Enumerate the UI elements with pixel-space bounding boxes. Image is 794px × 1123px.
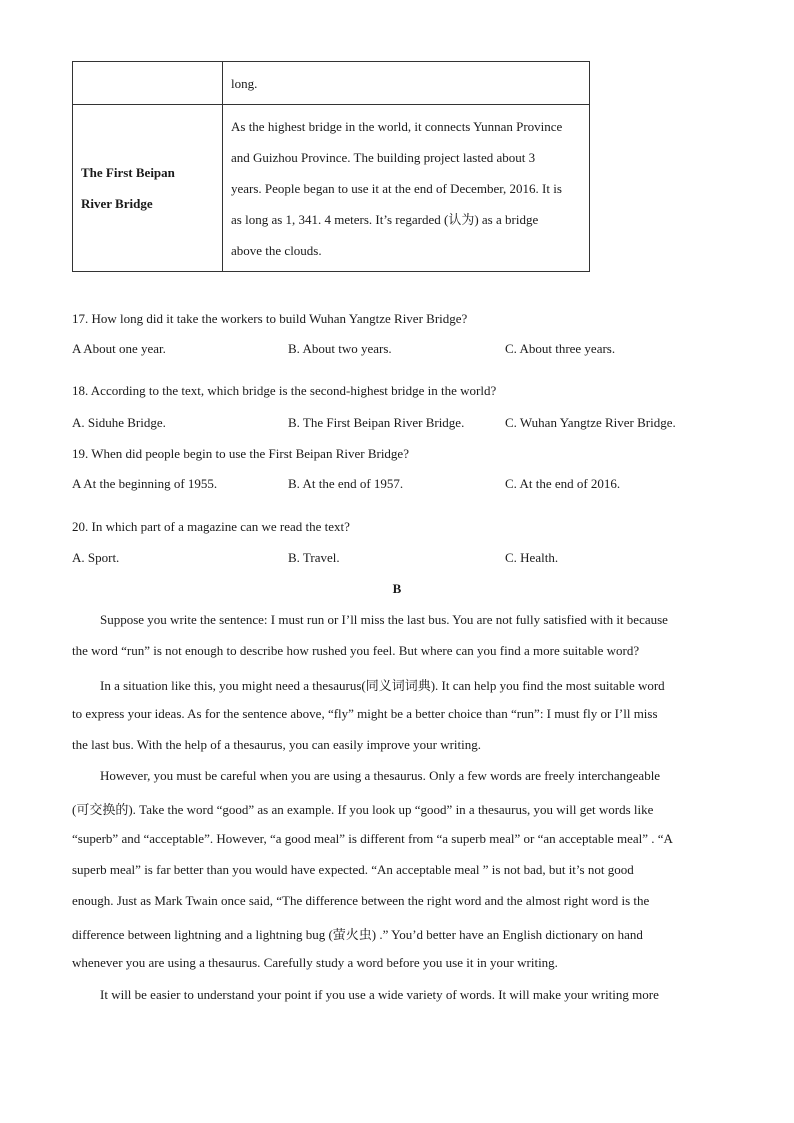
- passage-line: superb meal” is far better than you would have expected. “An acceptable meal ” is not bad, but it’s not good: [72, 862, 634, 877]
- bridge-name-cell: [73, 105, 223, 272]
- question-18: 18. According to the text, which bridge is the second-highest bridge in the world?: [72, 383, 497, 398]
- passage-line: the word “run” is not enough to describe how rushed you feel. But where can you find a more suitable word?: [72, 643, 640, 658]
- option-b: B. Travel.: [288, 550, 340, 565]
- passage-line: However, you must be careful when you are using a thesaurus. Only a few words are freely interchangeable: [100, 768, 661, 783]
- option-b: B. About two years.: [288, 341, 392, 356]
- table-row: [73, 62, 590, 105]
- bridge-name-line: River Bridge: [81, 196, 153, 211]
- description-line: years. People began to use it at the end of December, 2016. It is: [231, 180, 562, 196]
- bridge-name-line: The First Beipan: [81, 165, 175, 180]
- bridge-info-table: [72, 61, 590, 272]
- question-20: 20. In which part of a magazine can we read the text?: [72, 519, 350, 534]
- option-c: C. Wuhan Yangtze River Bridge.: [505, 415, 676, 430]
- passage-line: to express your ideas. As for the sentence above, “fly” might be a better choice than “run”: I must fly or I’ll miss: [72, 706, 658, 721]
- description-line: As the highest bridge in the world, it connects Yunnan Province: [231, 118, 563, 134]
- passage-line: It will be easier to understand your point if you use a wide variety of words. It will make your writing more: [100, 987, 659, 1002]
- question-17: 17. How long did it take the workers to build Wuhan Yangtze River Bridge?: [72, 311, 468, 326]
- bridge-name-cell: [73, 62, 223, 105]
- description-line: above the clouds.: [231, 242, 322, 258]
- bridge-description-cell: [223, 62, 590, 105]
- option-a: A. Siduhe Bridge.: [72, 415, 166, 430]
- option-b: B. At the end of 1957.: [288, 476, 404, 491]
- passage-line: difference between lightning and a lightning bug (萤火虫) .” You’d better have an English dictionary on hand: [72, 927, 643, 942]
- option-a: A. Sport.: [72, 550, 120, 565]
- option-a: A At the beginning of 1955.: [72, 476, 218, 491]
- description-line: long.: [231, 75, 258, 91]
- bridge-description-cell: [223, 105, 590, 272]
- question-19: 19. When did people begin to use the First Beipan River Bridge?: [72, 446, 409, 461]
- option-c: C. About three years.: [505, 341, 616, 356]
- description-line: and Guizhou Province. The building project lasted about 3: [231, 149, 536, 165]
- option-b: B. The First Beipan River Bridge.: [288, 415, 465, 430]
- option-a: A About one year.: [72, 341, 166, 356]
- option-c: C. At the end of 2016.: [505, 476, 621, 491]
- passage-line: (可交换的). Take the word “good” as an example. If you look up “good” in a thesaurus, you will get words like: [72, 802, 654, 817]
- option-c: C. Health.: [505, 550, 559, 565]
- passage-line: In a situation like this, you might need a thesaurus(同义词词典). It can help you find the most suitable word: [100, 678, 665, 693]
- passage-line: enough. Just as Mark Twain once said, “The difference between the right word and the almost right word is the: [72, 893, 650, 908]
- passage-line: whenever you are using a thesaurus. Carefully study a word before you use it in your writing.: [72, 955, 558, 970]
- passage-line: the last bus. With the help of a thesaurus, you can easily improve your writing.: [72, 737, 482, 752]
- passage-line: “superb” and “acceptable”. However, “a good meal” is different from “a superb meal” or “an acceptable meal” . “A: [72, 831, 673, 846]
- passage-line: Suppose you write the sentence: I must run or I’ll miss the last bus. You are not fully satisfied with it because: [100, 612, 668, 627]
- table-row: [73, 105, 590, 272]
- description-line: as long as 1, 341. 4 meters. It’s regarded (认为) as a bridge: [231, 211, 539, 227]
- section-heading: B: [392, 581, 402, 596]
